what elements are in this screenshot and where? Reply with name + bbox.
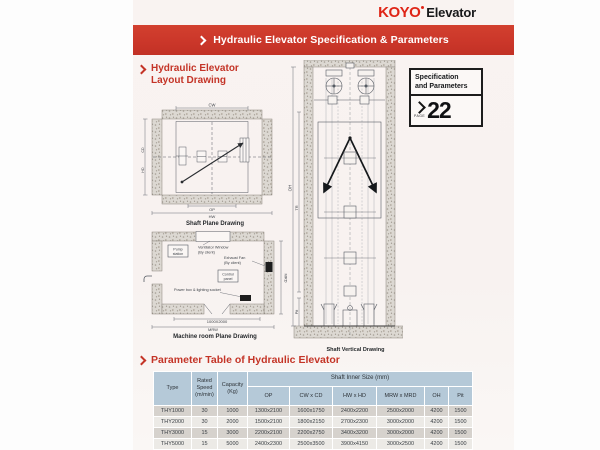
- control-panel-box: [218, 270, 238, 282]
- machine-room-walls: [152, 232, 274, 314]
- page-banner: [133, 25, 514, 55]
- pump-label-line2: station: [172, 252, 184, 256]
- col-header-type: Type: [154, 372, 192, 406]
- layout-title-line1: Hydraulic Elevator: [151, 63, 239, 74]
- col-header-speed: [192, 372, 218, 406]
- table-row: [154, 439, 473, 450]
- speed-header-line3: (m/min): [195, 391, 214, 398]
- page-number: 22: [427, 96, 451, 123]
- table-cell: 1500: [449, 417, 473, 428]
- shaft-plane-drawing: [140, 102, 290, 219]
- table-cell: 2200x2750: [290, 428, 333, 439]
- shaft-vertical-caption: Shaft Vertical Drawing: [326, 347, 385, 353]
- table-cell: 4200: [425, 417, 449, 428]
- dim-label-cw: CW: [208, 102, 216, 108]
- koyo-logo: [378, 4, 476, 22]
- logo-mark-icon: [421, 6, 424, 9]
- spec-page-box: [409, 68, 483, 127]
- chevron-right-icon: [197, 35, 207, 45]
- ventilator-label-line2: (By client): [198, 250, 215, 255]
- table-cell: 4200: [425, 406, 449, 417]
- spec-box-label: [411, 70, 481, 96]
- exhaust-label-line1: Exhaust Fan: [224, 256, 246, 260]
- table-cell: 1300x2100: [248, 406, 290, 417]
- logo-brand-text: KOYO: [378, 4, 421, 21]
- param-title-text: Parameter Table of Hydraulic Elevator: [151, 354, 340, 366]
- table-header: [154, 372, 473, 406]
- table-cell: 2500x3500: [290, 439, 333, 450]
- pipe-shape: [144, 276, 152, 282]
- table-cell: 2700x2300: [333, 417, 377, 428]
- machine-room-caption: Machine room Plane Drawing: [173, 334, 257, 340]
- chevron-right-icon: [413, 101, 426, 114]
- table-cell: 2200x2100: [248, 428, 290, 439]
- table-cell: 15: [192, 428, 218, 439]
- leader-line: [220, 293, 242, 298]
- col-header-op: OP: [248, 387, 290, 406]
- table-cell: 1800x2150: [290, 417, 333, 428]
- table-cell: 2400x2300: [248, 439, 290, 450]
- shaft-vertical-machinery: [314, 63, 385, 104]
- exhaust-fan-shape: [266, 262, 273, 272]
- layout-title-line2: Layout Drawing: [151, 75, 227, 86]
- dim-label-hw: HW: [208, 214, 216, 219]
- dim-label-inner: 1000X2000: [206, 319, 228, 325]
- col-header-capacity: [218, 372, 248, 406]
- table-cell: THY1000: [154, 406, 192, 417]
- table-cell: 30: [192, 417, 218, 428]
- col-header-cwcd: CW x CD: [290, 387, 333, 406]
- banner-title: Hydraulic Elevator Specification & Parameters: [213, 34, 449, 46]
- power-socket-label: Power box & lighting socket: [174, 288, 221, 292]
- table-cell: 3900x4150: [333, 439, 377, 450]
- table-cell: 1000: [218, 406, 248, 417]
- capacity-header-line2: (Kg): [227, 388, 238, 395]
- table-row: [154, 428, 473, 439]
- spec-box-page: [411, 96, 481, 125]
- dim-label-op: OP: [209, 207, 215, 212]
- table-cell: 1500: [449, 439, 473, 450]
- table-cell: 1500x2100: [248, 417, 290, 428]
- col-header-pit: Pit: [449, 387, 473, 406]
- control-label-line2: panel: [223, 277, 233, 281]
- spec-box-line1: Specification: [415, 74, 459, 81]
- table-row: [154, 406, 473, 417]
- table-cell: 1500: [449, 428, 473, 439]
- chevron-right-icon: [137, 356, 147, 366]
- dim-label-tr: TR: [294, 205, 299, 211]
- table-cell: 4200: [425, 439, 449, 450]
- page-label: PAGE: [414, 113, 426, 118]
- capacity-header-line1: Capacity: [221, 381, 244, 388]
- table-cell: THY3000: [154, 428, 192, 439]
- table-cell: 15: [192, 439, 218, 450]
- page-sheet: [133, 0, 514, 450]
- ventilator-label-line1: Ventilator Window: [198, 245, 229, 250]
- machine-room-opening-lines: [204, 304, 230, 314]
- table-cell: 3400x3200: [333, 428, 377, 439]
- table-row: [154, 417, 473, 428]
- shaft-plane-caption: Shaft Plane Drawing: [185, 221, 244, 227]
- table-cell: 3000x2500: [377, 439, 425, 450]
- ventilator-window-shape: [196, 232, 230, 242]
- table-cell: THY2000: [154, 417, 192, 428]
- spec-box-line2: and Parameters: [415, 83, 468, 91]
- car-outline: [318, 122, 381, 218]
- table-cell: THY5000: [154, 439, 192, 450]
- dim-label-mrw: MRW: [208, 327, 218, 332]
- machine-room-plane-drawing: [140, 228, 290, 332]
- table-cell: 1500: [449, 406, 473, 417]
- table-cell: 30: [192, 406, 218, 417]
- shaft-vertical-drawing: [288, 60, 403, 346]
- col-header-hwhd: HW x HD: [333, 387, 377, 406]
- page-chevron: [414, 103, 425, 118]
- layout-section-title: [151, 63, 239, 87]
- dim-label-mrd: MRD: [283, 273, 289, 283]
- dim-label-cd: CD: [141, 147, 145, 153]
- table-cell: 4200: [425, 428, 449, 439]
- speed-header-line2: Speed: [196, 385, 213, 392]
- pump-label-line1: Pump: [173, 247, 183, 252]
- pit-equipment: [304, 304, 395, 326]
- leader-line: [252, 261, 265, 266]
- param-section-title: [151, 354, 340, 367]
- shaft-plane-geometry: [153, 122, 273, 195]
- control-label-line1: Control: [222, 272, 234, 277]
- pump-station-box: [168, 245, 188, 257]
- table-cell: 2000: [218, 417, 248, 428]
- dim-label-oh: OH: [288, 184, 293, 192]
- col-header-group: Shaft Inner Size (mm): [248, 372, 473, 387]
- parameter-table: [153, 371, 473, 450]
- table-cell: 3000: [218, 428, 248, 439]
- table-body: [154, 406, 473, 450]
- logo-suffix-text: Elevator: [426, 5, 476, 20]
- exhaust-label-line2: (By client): [224, 260, 241, 265]
- dim-label-hd: HD: [141, 167, 145, 173]
- dim-label-pit: Pit: [295, 309, 299, 315]
- table-cell: 3000x2000: [377, 417, 425, 428]
- table-cell: 5000: [218, 439, 248, 450]
- chevron-right-icon: [137, 65, 147, 75]
- table-cell: 2500x2000: [377, 406, 425, 417]
- col-header-mrwmrd: MRW x MRD: [377, 387, 425, 406]
- table-cell: 3000x2000: [377, 428, 425, 439]
- shaft-vertical-dimensions: [291, 67, 301, 326]
- power-socket-shape: [240, 295, 251, 301]
- table-cell: 2400x2200: [333, 406, 377, 417]
- speed-header-line1: Rated: [197, 378, 212, 385]
- col-header-oh: OH: [425, 387, 449, 406]
- table-cell: 1600x1750: [290, 406, 333, 417]
